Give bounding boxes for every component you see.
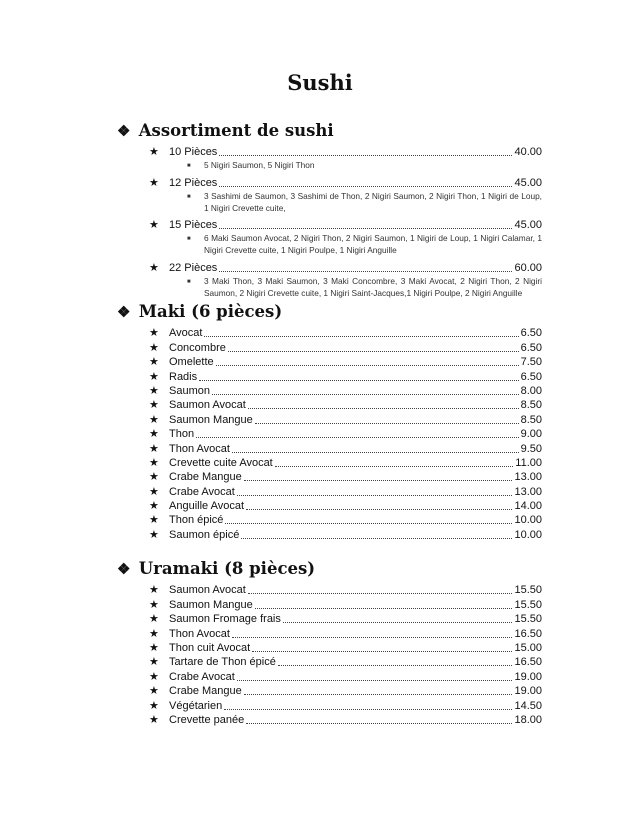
menu-item: ★ Crevette panée 18.00	[149, 713, 542, 726]
menu-item: ★ Saumon Fromage frais 15.50	[149, 613, 542, 626]
star-icon: ★	[149, 670, 159, 683]
diamond-icon: ❖	[117, 560, 131, 578]
star-icon: ★	[149, 713, 159, 726]
menu-item: ★ Crabe Avocat 19.00	[149, 670, 542, 683]
menu-item: ★ Crevette cuite Avocat 11.00	[149, 456, 542, 469]
star-icon: ★	[149, 656, 159, 669]
menu-item: ★ Végétarien 14.50	[149, 699, 542, 712]
star-icon: ★	[149, 327, 159, 340]
menu-item: ★ Crabe Mangue 13.00	[149, 471, 542, 484]
menu-item: ★ Avocat 6.50	[149, 327, 542, 340]
item-detail: ■ 5 Nigiri Saumon, 5 Nigiri Thon	[187, 160, 315, 171]
star-icon: ★	[149, 613, 159, 626]
menu-item: ★ Omelette 7.50	[149, 356, 542, 369]
star-icon: ★	[149, 261, 159, 274]
square-bullet-icon: ■	[187, 193, 191, 200]
star-icon: ★	[149, 176, 159, 189]
item-detail: ■ 3 Maki Thon, 3 Maki Saumon, 3 Maki Concombre, 3 Maki Avocat, 2 Nigiri Thon, 2 Nigiri Saumon, 2 Nigiri Crevette cuite, 1 Nigiri Saint-Jacques,1 Nigiri Poulpe, 2 Nigiri Anguille	[187, 275, 542, 298]
menu-item: ★ 10 Pièces 40.00	[149, 146, 542, 159]
menu-item: ★ Tartare de Thon épicé 16.50	[149, 656, 542, 669]
menu-item: ★ Saumon Mangue 15.50	[149, 598, 542, 611]
section-uramaki	[117, 558, 542, 726]
star-icon: ★	[149, 341, 159, 354]
star-icon: ★	[149, 584, 159, 597]
diamond-icon: ❖	[117, 303, 131, 321]
menu-item: ★ 12 Pièces 45.00	[149, 176, 542, 189]
menu-item: ★ Thon épicé 10.00	[149, 514, 542, 527]
star-icon: ★	[149, 627, 159, 640]
menu-item: ★ Saumon 8.00	[149, 384, 542, 397]
star-icon: ★	[149, 356, 159, 369]
menu-item: ★ Anguille Avocat 14.00	[149, 500, 542, 513]
menu-item: ★ Saumon Avocat 8.50	[149, 399, 542, 412]
star-icon: ★	[149, 428, 159, 441]
square-bullet-icon: ■	[187, 163, 191, 170]
square-bullet-icon: ■	[187, 236, 191, 243]
star-icon: ★	[149, 500, 159, 513]
star-icon: ★	[149, 413, 159, 426]
menu-item: ★ Saumon Avocat 15.50	[149, 584, 542, 597]
menu-item: ★ Thon 9.00	[149, 428, 542, 441]
menu-item: ★ Crabe Mangue 19.00	[149, 685, 542, 698]
menu-item: ★ 22 Pièces 60.00	[149, 261, 542, 274]
item-detail: ■ 6 Maki Saumon Avocat, 2 Nigiri Thon, 2 Nigiri Saumon, 1 Nigiri de Loup, 1 Nigiri Calamar, 1 Nigiri Crevette cuite, 1 Nigiri Poulpe, 1 Nigiri Anguille	[187, 233, 542, 256]
square-bullet-icon: ■	[187, 278, 191, 285]
star-icon: ★	[149, 485, 159, 498]
section-heading: ❖ Maki (6 pièces)	[117, 302, 283, 321]
star-icon: ★	[149, 641, 159, 654]
section-heading: ❖ Uramaki (8 pièces)	[117, 559, 316, 578]
menu-item: ★ Saumon Mangue 8.50	[149, 413, 542, 426]
star-icon: ★	[149, 598, 159, 611]
star-icon: ★	[149, 442, 159, 455]
star-icon: ★	[149, 370, 159, 383]
star-icon: ★	[149, 146, 159, 159]
menu-item: ★ Concombre 6.50	[149, 341, 542, 354]
star-icon: ★	[149, 514, 159, 527]
star-icon: ★	[149, 219, 159, 232]
menu-item: ★ Radis 6.50	[149, 370, 542, 383]
menu-item: ★ Crabe Avocat 13.00	[149, 485, 542, 498]
diamond-icon: ❖	[117, 122, 131, 140]
item-detail: ■ 3 Sashimi de Saumon, 3 Sashimi de Thon, 2 Nigiri Saumon, 2 Nigiri Thon, 1 Nigiri de Loup, 1 Nigiri Crevette cuite,	[187, 190, 542, 213]
star-icon: ★	[149, 699, 159, 712]
page-title: Sushi	[287, 70, 353, 95]
star-icon: ★	[149, 456, 159, 469]
star-icon: ★	[149, 471, 159, 484]
star-icon: ★	[149, 384, 159, 397]
section-heading: ❖ Assortiment de sushi	[117, 121, 334, 140]
menu-item: ★ Thon Avocat 9.50	[149, 442, 542, 455]
star-icon: ★	[149, 528, 159, 541]
menu-item: ★ Thon cuit Avocat 15.00	[149, 641, 542, 654]
star-icon: ★	[149, 685, 159, 698]
section-maki	[117, 301, 542, 541]
star-icon: ★	[149, 399, 159, 412]
section-assortiment	[117, 120, 542, 302]
menu-item: ★ Saumon épicé 10.00	[149, 528, 542, 541]
menu-item: ★ Thon Avocat 16.50	[149, 627, 542, 640]
menu-item: ★ 15 Pièces 45.00	[149, 219, 542, 232]
